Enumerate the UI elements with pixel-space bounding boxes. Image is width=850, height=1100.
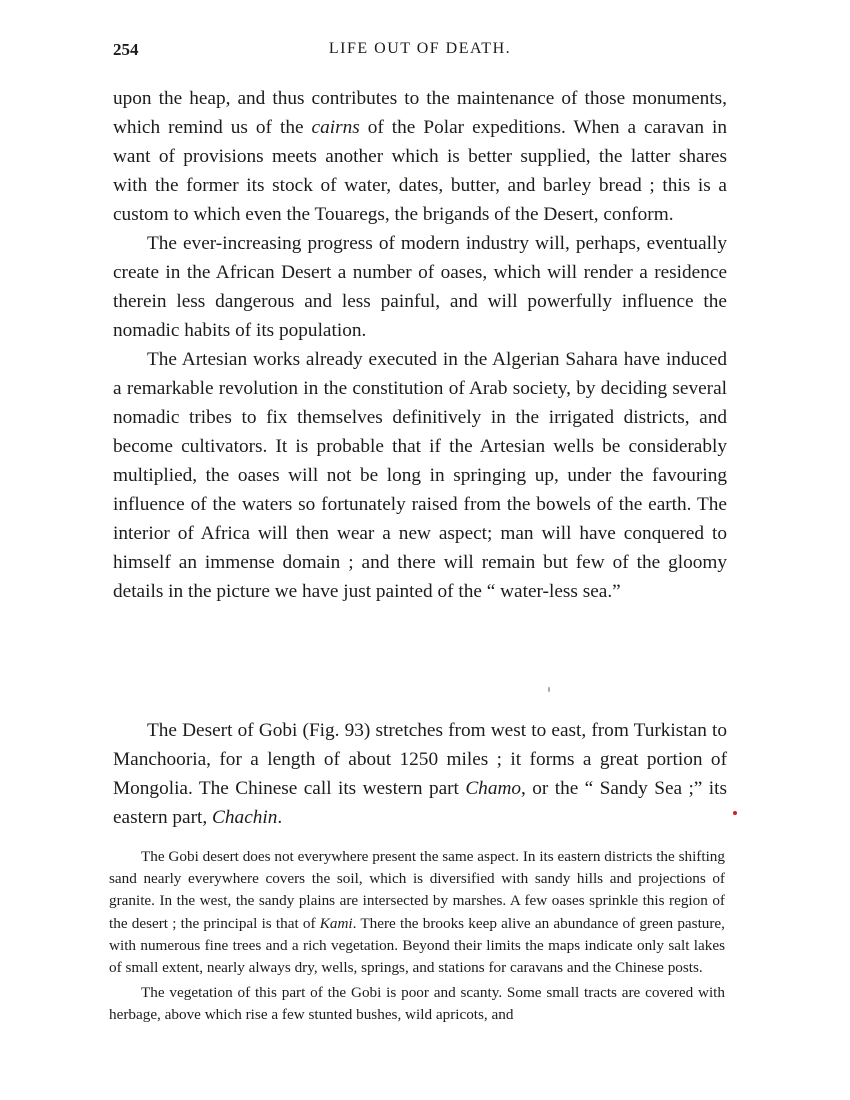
italic-term: Chachin bbox=[212, 807, 278, 828]
main-text-block bbox=[113, 84, 727, 606]
page-header bbox=[113, 40, 727, 66]
small-paragraph: The vegetation of this part of the Gobi is poor and scanty. Some small tracts are covered with herbage, above which rise a few stunted bushes, wild apricots, and bbox=[109, 984, 725, 1024]
paper-speck bbox=[548, 687, 550, 692]
small-print-block bbox=[109, 846, 725, 1027]
paragraph: The ever-increasing progress of modern industry will, perhaps, eventually create in the African Desert a number of oases, which will render a residence therein less dangerous and less painful, and will powerfully influence the nomadic habits of its population. bbox=[113, 233, 727, 341]
paragraph: The Artesian works already executed in the Algerian Sahara have induced a remarkable revolution in the constitution of Arab society, by deciding several nomadic tribes to fix themselves definitively in the irrigated districts, and become cultivators. It is probable that if the Artesian wells be considerably multiplied, the oases will not be long in springing up, under the favouring influence of the waters so fortunately raised from the bowels of the earth. The interior of Africa will then wear a new aspect; man will have conquered to himself an immense domain ; and there will remain but few of the gloomy details in the picture we have just painted of the “ water-less sea.” bbox=[113, 349, 727, 602]
small-paragraph: The Gobi desert does not everywhere present the same aspect. In its eastern districts the shifting sand nearly everywhere covers the soil, which is diversified with sandy hills and projections of granite. In the west, the sandy plains are intersected by marshes. A few oases sprinkle this region of the desert ; the principal is that of Kami. There the brooks keep alive an abundance of green pasture, with numerous fine trees and a rich vegetation. Beyond their limits the maps indicate only salt lakes of small extent, nearly always dry, wells, springs, and stations for caravans and the Chinese posts. bbox=[109, 848, 725, 977]
italic-term: Kami bbox=[319, 914, 353, 932]
paragraph-continued: upon the heap, and thus contributes to the maintenance of those monuments, which remind us of the cairns of the Polar expeditions. When a caravan in want of provisions meets another which is better supplied, the latter shares with the former its stock of water, dates, butter, and barley bread ; this is a custom to which even the Touaregs, the brigands of the Desert, conform. bbox=[113, 88, 727, 225]
ink-speck bbox=[733, 811, 737, 815]
italic-term: cairns bbox=[311, 117, 360, 138]
italic-term: Chamo bbox=[465, 778, 522, 799]
running-title: LIFE OUT OF DEATH. bbox=[328, 40, 512, 57]
page-number: 254 bbox=[113, 40, 139, 59]
section-text-block bbox=[113, 716, 727, 832]
paragraph: The Desert of Gobi (Fig. 93) stretches from west to east, from Turkistan to Manchooria, for a length of about 1250 miles ; it forms a great portion of Mongolia. The Chinese call its western part Chamo, or the “ Sandy Sea ;” its eastern part, Chachin. bbox=[113, 720, 727, 828]
